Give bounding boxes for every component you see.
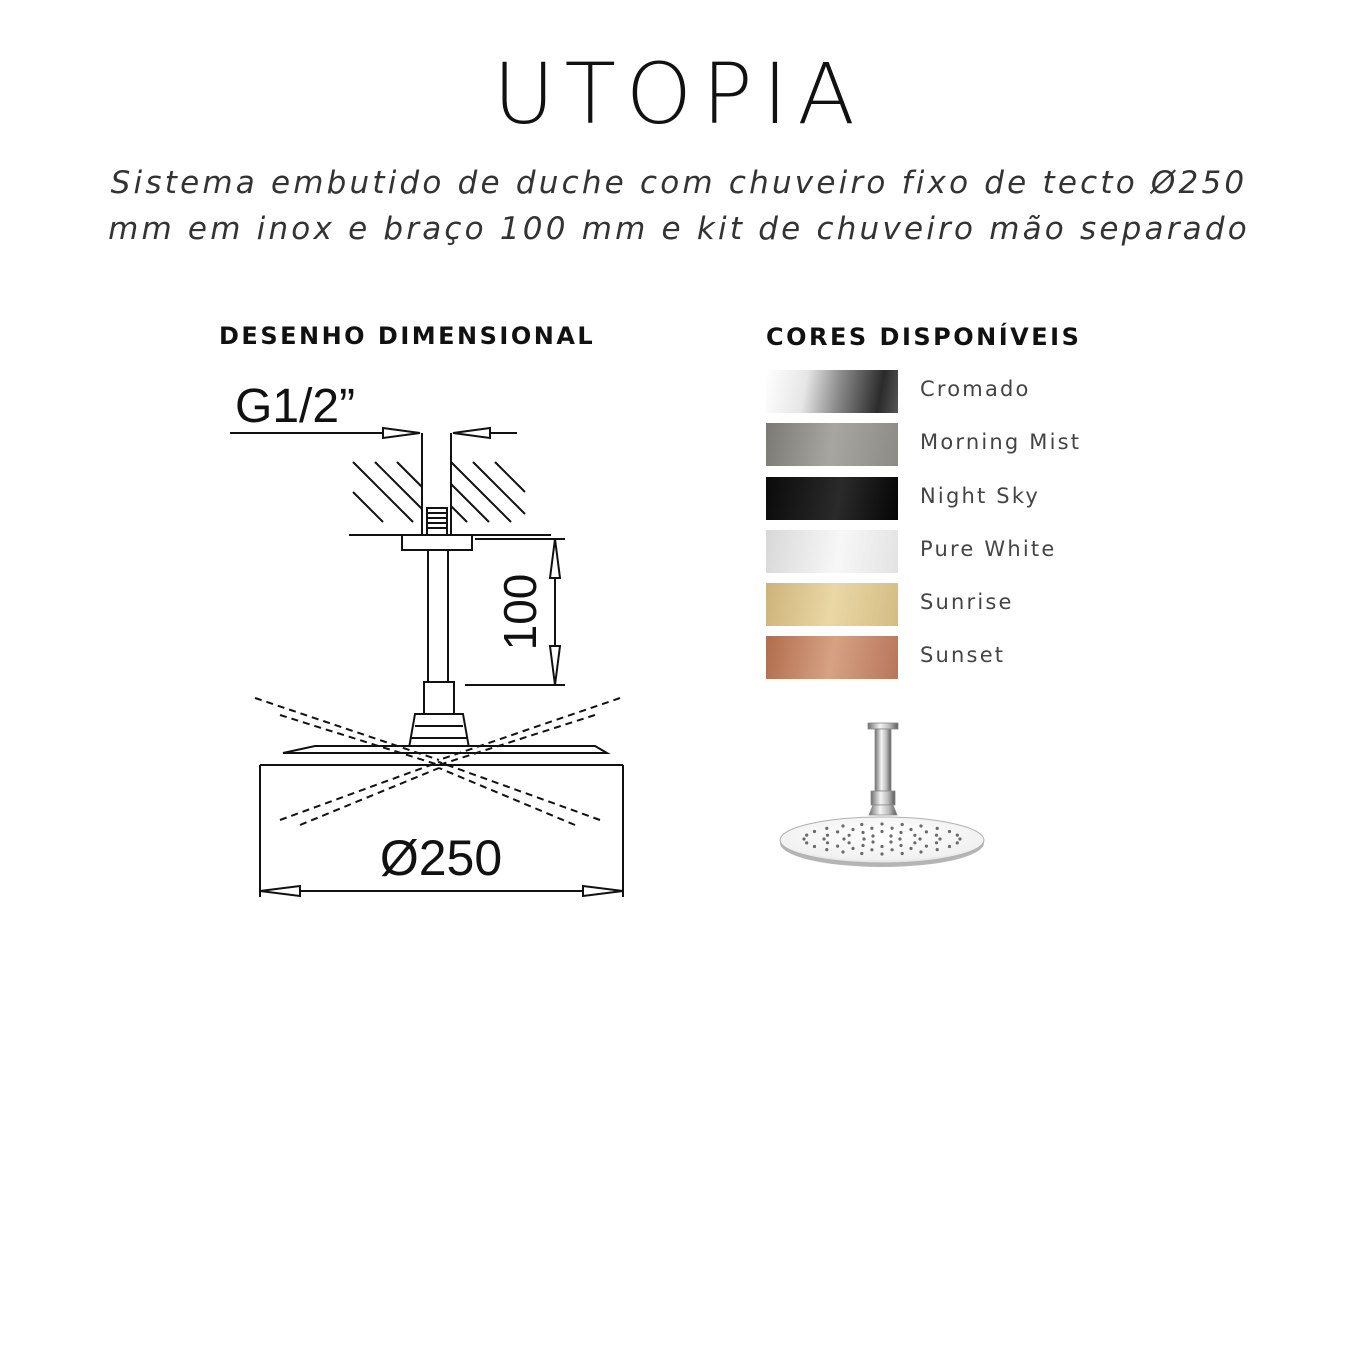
nozzle-dot (958, 837, 961, 840)
nozzle-dot (889, 834, 892, 837)
product-title: UTOPIA (493, 45, 865, 143)
dimensional-drawing (225, 370, 645, 915)
nozzle-dot (948, 830, 951, 833)
nozzle-dot (936, 848, 939, 851)
description-line-2: mm em inox e braço 100 mm e kit de chuveiro mão separado (108, 211, 1250, 247)
thread-arrow-right (453, 428, 490, 438)
nozzle-dot (880, 830, 883, 833)
color-swatch (766, 370, 898, 413)
nozzle-dot (848, 841, 851, 844)
nozzle-dot (880, 822, 883, 825)
ball-joint (409, 714, 469, 748)
nozzle-dot (871, 834, 874, 837)
color-option-sunrise[interactable] (766, 583, 1186, 626)
nozzle-dot (956, 841, 959, 844)
arm-length-label: 100 (494, 573, 546, 651)
nozzle-dot (870, 827, 873, 830)
color-option-night-sky[interactable] (766, 477, 1186, 520)
nozzle-dot (805, 834, 808, 837)
dimensional-drawing-heading: DESENHO DIMENSIONAL (219, 322, 596, 350)
color-option-pure-white[interactable] (766, 530, 1186, 573)
color-swatch (766, 583, 898, 626)
color-swatch (766, 530, 898, 573)
nozzle-dot (919, 850, 922, 853)
nozzle-dot (913, 841, 916, 844)
nozzle-dot (805, 841, 808, 844)
color-name: Cromado (920, 377, 1031, 401)
nozzle-dot (861, 844, 864, 847)
nozzle-dot (836, 845, 839, 848)
diameter-label: Ø250 (379, 830, 503, 886)
thread-arrow-left (383, 428, 420, 438)
nozzle-dot (889, 840, 892, 843)
color-name: Sunset (920, 643, 1006, 668)
nozzle-dot (851, 828, 854, 831)
nozzle-dot (925, 830, 928, 833)
nozzle-dot (836, 830, 839, 833)
shower-arm (428, 550, 448, 682)
color-swatch-list (766, 370, 1186, 690)
product-description (60, 160, 1298, 252)
nozzle-dot (913, 834, 916, 837)
nozzle-dot (901, 823, 904, 826)
nozzle-dot (861, 831, 864, 834)
nozzle-dot (891, 827, 894, 830)
nozzle-dot (909, 828, 912, 831)
nozzle-dot (899, 831, 902, 834)
diameter-arrow-right (583, 886, 623, 896)
color-name: Sunrise (920, 590, 1014, 615)
nozzle-dot (880, 845, 883, 848)
color-name: Morning Mist (920, 430, 1082, 455)
nozzle-dot (880, 852, 883, 855)
nozzle-dot (825, 827, 828, 830)
color-option-sunset[interactable] (766, 636, 1186, 679)
nozzle-dot (825, 848, 828, 851)
nozzle-dot (813, 845, 816, 848)
nozzle-dot (871, 840, 874, 843)
nozzle-dot (826, 834, 829, 837)
nozzle-dot (841, 824, 844, 827)
arm-arrow-bottom (550, 646, 560, 685)
nozzle-dot (862, 837, 865, 840)
nozzle-dot (935, 834, 938, 837)
nozzle-dot (802, 837, 805, 840)
nozzle-dot (860, 823, 863, 826)
nozzle-dot (842, 837, 845, 840)
color-option-morning-mist[interactable] (766, 423, 1186, 466)
nozzle-dot (918, 837, 921, 840)
nozzle-dot (898, 837, 901, 840)
diameter-arrow-left (260, 886, 300, 896)
thread-fitting (427, 508, 447, 535)
arm-nut (424, 682, 454, 714)
nozzle-dot (891, 848, 894, 851)
nozzle-dot (909, 847, 912, 850)
color-name: Pure White (920, 536, 1057, 561)
nozzle-dot (936, 827, 939, 830)
nozzle-dot (822, 837, 825, 840)
nozzle-dot (826, 841, 829, 844)
nozzle-dot (860, 852, 863, 855)
thread-size-label: G1/2” (235, 380, 356, 433)
nozzle-dot (938, 837, 941, 840)
nozzle-dot (948, 845, 951, 848)
nozzle-dot (935, 841, 938, 844)
nozzle-dot (956, 834, 959, 837)
color-name: Night Sky (920, 483, 1041, 508)
nozzle-dot (899, 844, 902, 847)
nozzle-dot (870, 848, 873, 851)
nozzle-dot (919, 824, 922, 827)
nozzle-dot (848, 834, 851, 837)
color-swatch (766, 423, 898, 466)
available-colors-heading: CORES DISPONÍVEIS (766, 323, 1082, 351)
color-option-cromado[interactable] (766, 370, 1186, 413)
nozzle-dot (925, 845, 928, 848)
nozzle-dot (901, 852, 904, 855)
nozzle-dot (841, 850, 844, 853)
nozzle-dot (851, 847, 854, 850)
description-line-1: Sistema embutido de duche com chuveiro fixo de tecto Ø250 (110, 165, 1248, 201)
rain-shower-head-icon (770, 715, 1010, 875)
color-swatch (766, 636, 898, 679)
arm-arrow-top (550, 539, 560, 578)
nozzle-dot (813, 830, 816, 833)
color-swatch (766, 477, 898, 520)
ceiling-flange (402, 535, 472, 550)
